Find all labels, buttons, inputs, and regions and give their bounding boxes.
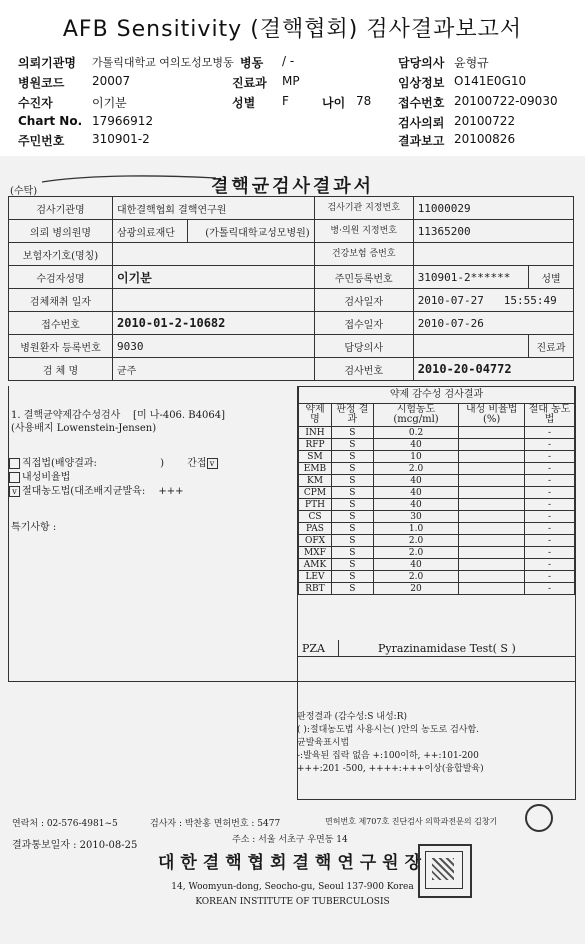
abs-label: 절대농도법(대조배지균발육: — [22, 486, 146, 497]
ward-label: 병동 — [240, 56, 264, 70]
hospital-code-label: 병원코드 — [18, 76, 65, 90]
drug-cell: - — [525, 547, 575, 559]
report-date: 20100826 — [454, 132, 516, 146]
drug-cell: S — [331, 487, 373, 499]
scan-patient-label: 수검자성명 — [9, 266, 113, 289]
drug-cell: RFP — [299, 439, 332, 451]
institute-name-en: KOREAN INSTITUTE OF TUBERCULOSIS — [195, 897, 390, 907]
drug-cell: S — [331, 463, 373, 475]
drug-cell — [459, 535, 525, 547]
doctor: 윤형규 — [454, 56, 489, 70]
drug-col-ratio: 내성 비율법(%) — [459, 404, 525, 427]
drug-cell: S — [331, 439, 373, 451]
insurance-label: 건강보험 증번호 — [314, 243, 413, 266]
drug-cell: - — [525, 559, 575, 571]
drug-cell: - — [525, 439, 575, 451]
doctor-label: 담당의사 — [398, 56, 445, 70]
drug-cell: EMB — [299, 463, 332, 475]
drug-cell: S — [331, 451, 373, 463]
medium: (사용배지 Lowenstein-Jensen) — [11, 423, 157, 434]
drug-cell: - — [525, 463, 575, 475]
drug-cell: 1.0 — [373, 523, 459, 535]
interp-line-2: ( ):절대농도법 사용시는( )안의 농도로 검사함. — [297, 725, 480, 735]
abs-checkbox: v — [9, 486, 20, 497]
test-date-label: 검사일자 — [314, 289, 413, 312]
pza-row — [298, 640, 575, 657]
lab-code: 11000029 — [413, 197, 573, 220]
drug-cell: 40 — [373, 487, 459, 499]
drug-row — [299, 499, 575, 511]
drug-cell — [459, 439, 525, 451]
referral-hospital-label: 의뢰기관명 — [18, 56, 76, 70]
address-ko: 주소 : 서울 서초구 우면동 14 — [232, 835, 348, 845]
official-seal-icon — [418, 844, 472, 898]
drug-cell: - — [525, 499, 575, 511]
test-method-panel — [9, 386, 298, 681]
req-code-label: 병·의원 지정번호 — [314, 220, 413, 243]
drug-cell: S — [331, 583, 373, 595]
scanned-report — [0, 156, 585, 944]
lab-name-label: 검사기관명 — [9, 197, 113, 220]
drug-cell: CPM — [299, 487, 332, 499]
drug-cell — [459, 463, 525, 475]
interp-line-3: 균발육표시법 — [297, 738, 350, 748]
interp-line-5: +++:201 -500, ++++:+++이상(융합발육) — [297, 764, 484, 774]
request-label: 검사의뢰 — [398, 116, 445, 130]
drug-row — [299, 559, 575, 571]
drug-cell — [459, 487, 525, 499]
report-label: 결과보고 — [398, 134, 445, 148]
interp-line-1: 판정결과 (감수성:S 내성:R) — [297, 712, 407, 722]
drug-cell: 20 — [373, 583, 459, 595]
specimen: 균주 — [113, 358, 315, 381]
drug-cell: S — [331, 547, 373, 559]
receipt-number: 20100722-09030 — [454, 94, 558, 108]
req-hosp-label: 의뢰 병의원명 — [9, 220, 113, 243]
req-hosp: 삼광의료재단 — [113, 220, 188, 243]
age-label: 나이 — [322, 96, 346, 110]
drug-cell — [459, 511, 525, 523]
hospital-code: 20007 — [92, 74, 131, 88]
drug-cell: S — [331, 475, 373, 487]
drug-row — [299, 439, 575, 451]
institute-address-en: 14, Woomyun-dong, Seocho-gu, Seoul 137-900 Korea — [171, 882, 414, 892]
ssn: 310901-2 — [92, 132, 150, 146]
drug-cell: 2.0 — [373, 535, 459, 547]
test-no: 2010-20-04772 — [413, 358, 573, 381]
drug-cell: MXF — [299, 547, 332, 559]
dept-label: 진료과 — [232, 76, 267, 90]
clinical-info: O141E0G10 — [454, 74, 527, 88]
indirect-checkbox: v — [207, 458, 218, 469]
drug-cell: S — [331, 523, 373, 535]
clinical-label: 임상정보 — [398, 76, 445, 90]
indirect-label: 간접 — [187, 458, 207, 469]
drug-cell: S — [331, 571, 373, 583]
drug-cell: LEV — [299, 571, 332, 583]
drug-cell: 40 — [373, 559, 459, 571]
license: 면허번호 제707호 진단검사 의학과전문의 김창기 — [325, 817, 498, 826]
drug-cell — [459, 559, 525, 571]
drug-cell: 2.0 — [373, 571, 459, 583]
drug-cell: 2.0 — [373, 463, 459, 475]
drug-row — [299, 427, 575, 439]
institute-name-ko: 대한결핵협회결핵연구원장 — [157, 853, 428, 873]
scan-doctor-label: 담당의사 — [314, 335, 413, 358]
drug-results-panel — [298, 386, 575, 681]
drug-cell: - — [525, 487, 575, 499]
age: 78 — [356, 94, 372, 108]
notice-date: 결과통보일자 : 2010-08-25 — [12, 840, 138, 851]
dept: MP — [282, 74, 300, 88]
test-no-label: 검사번호 — [314, 358, 413, 381]
drug-col-conc: 시험농도 (mcg/ml) — [373, 404, 459, 427]
pza-label: PZA — [302, 642, 325, 655]
drug-cell: S — [331, 499, 373, 511]
drug-cell: S — [331, 511, 373, 523]
report-header — [0, 52, 585, 152]
collect-value — [113, 289, 315, 312]
drug-row — [299, 511, 575, 523]
drug-cell: SM — [299, 451, 332, 463]
req-code: 11365200 — [413, 220, 573, 243]
collect-label: 검체채취 일자 — [9, 289, 113, 312]
drug-cell: - — [525, 523, 575, 535]
chart-label: Chart No. — [18, 114, 83, 128]
pza-value: Pyrazinamidase Test( S ) — [378, 642, 516, 655]
insurance-value — [413, 243, 573, 266]
drug-row — [299, 523, 575, 535]
drug-cell: - — [525, 571, 575, 583]
drug-cell: INH — [299, 427, 332, 439]
inpatient-number: 9030 — [113, 335, 315, 358]
sex-label: 성별 — [232, 96, 256, 110]
document-title: AFB Sensitivity (결핵협회) 검사결과보고서 — [62, 17, 523, 42]
remarks-label: 특기사항 : — [11, 522, 57, 533]
patient-label: 수진자 — [18, 96, 53, 110]
drug-cell: - — [525, 535, 575, 547]
insured-value — [113, 243, 315, 266]
test-item: 1. 결핵균약제감수성검사 — [11, 410, 121, 421]
copy-note: (수탁) — [10, 186, 38, 197]
tester: 검사자 : 박찬홍 면허번호 : 5477 — [150, 819, 281, 829]
drug-cell — [459, 547, 525, 559]
chart-number: 17966912 — [92, 114, 154, 128]
drug-cell: 10 — [373, 451, 459, 463]
drug-row — [299, 475, 575, 487]
insured-label: 보험자기호(명칭) — [9, 243, 113, 266]
drug-cell: 40 — [373, 499, 459, 511]
drug-cell: - — [525, 583, 575, 595]
drug-cell: PAS — [299, 523, 332, 535]
sex: F — [282, 94, 289, 108]
drug-cell: S — [331, 427, 373, 439]
drug-cell: 40 — [373, 439, 459, 451]
ward: / - — [282, 54, 295, 68]
specimen-label: 검 체 명 — [9, 358, 113, 381]
drug-row — [299, 571, 575, 583]
test-date: 2010-07-27 — [417, 293, 484, 307]
drug-cell — [459, 583, 525, 595]
drug-row — [299, 535, 575, 547]
receipt-date: 2010-07-26 — [413, 312, 573, 335]
drug-row — [299, 583, 575, 595]
request-date: 20100722 — [454, 114, 516, 128]
direct-label: 직접법(배양결과: — [22, 458, 97, 469]
drug-cell: - — [525, 475, 575, 487]
drug-cell: - — [525, 427, 575, 439]
drug-row — [299, 463, 575, 475]
drug-cell — [459, 475, 525, 487]
drug-cell: AMK — [299, 559, 332, 571]
drug-cell: S — [331, 535, 373, 547]
scan-ssn-label: 주민등록번호 — [314, 266, 413, 289]
drug-cell: 0.2 — [373, 427, 459, 439]
drug-cell — [459, 499, 525, 511]
abs-value: +++ — [158, 486, 184, 497]
resist-label: 내성비율법 — [22, 472, 71, 483]
drug-cell: 30 — [373, 511, 459, 523]
drug-table — [298, 386, 575, 595]
interp-line-4: -:발육된 집락 없음 +:100이하, ++:101-200 — [297, 751, 479, 761]
scan-sex-label: 성별 — [529, 266, 574, 289]
drug-cell: - — [525, 451, 575, 463]
drug-section-title: 약제 감수성 검사결과 — [299, 387, 575, 404]
scan-dept-label: 진료과 — [529, 335, 574, 358]
scan-receipt-label: 접수번호 — [9, 312, 113, 335]
drug-row — [299, 547, 575, 559]
inpatient-label: 병원환자 등록번호 — [9, 335, 113, 358]
drug-cell — [459, 571, 525, 583]
pza-divider — [338, 640, 339, 656]
patient-name: 이기분 — [92, 96, 127, 110]
drug-col-abs: 절대 농도법 — [525, 404, 575, 427]
drug-col-result: 판정 결과 — [331, 404, 373, 427]
scan-receipt: 2010-01-2-10682 — [113, 312, 315, 335]
interpretation — [297, 711, 574, 776]
referral-hospital: 가톨릭대학교 여의도성모병동 — [92, 56, 234, 69]
scan-patient-name: 이기분 — [113, 266, 315, 289]
drug-col-name: 약제명 — [299, 404, 332, 427]
scan-ssn: 310901-2****** — [413, 266, 528, 289]
drug-cell — [459, 523, 525, 535]
patient-info-table — [8, 196, 574, 381]
drug-row — [299, 487, 575, 499]
drug-cell: PTH — [299, 499, 332, 511]
receipt-label: 접수번호 — [398, 96, 445, 110]
receipt-date-label: 접수일자 — [314, 312, 413, 335]
direct-close: ) — [160, 458, 164, 469]
drug-cell: CS — [299, 511, 332, 523]
drug-cell — [459, 451, 525, 463]
test-code: [미 나-406. B4064] — [133, 410, 225, 421]
drug-row — [299, 451, 575, 463]
drug-cell: KM — [299, 475, 332, 487]
req-hosp-sub: (가톨릭대학교성모병원) — [187, 220, 314, 243]
round-seal-icon — [525, 804, 553, 832]
drug-cell: OFX — [299, 535, 332, 547]
drug-cell: 2.0 — [373, 547, 459, 559]
drug-cell: - — [525, 511, 575, 523]
lab-code-label: 검사기관 지정번호 — [314, 197, 413, 220]
ssn-label: 주민번호 — [18, 134, 65, 148]
drug-cell: RBT — [299, 583, 332, 595]
drug-cell: S — [331, 559, 373, 571]
results-area — [8, 386, 576, 682]
lab-name: 대한결핵협회 결핵연구원 — [113, 197, 315, 220]
contact: 연락처 : 02-576-4981~5 — [12, 819, 118, 829]
scan-title: 결핵균검사결과서 — [210, 176, 375, 197]
drug-cell — [459, 427, 525, 439]
drug-cell: 40 — [373, 475, 459, 487]
test-time: 15:55:49 — [503, 293, 557, 307]
